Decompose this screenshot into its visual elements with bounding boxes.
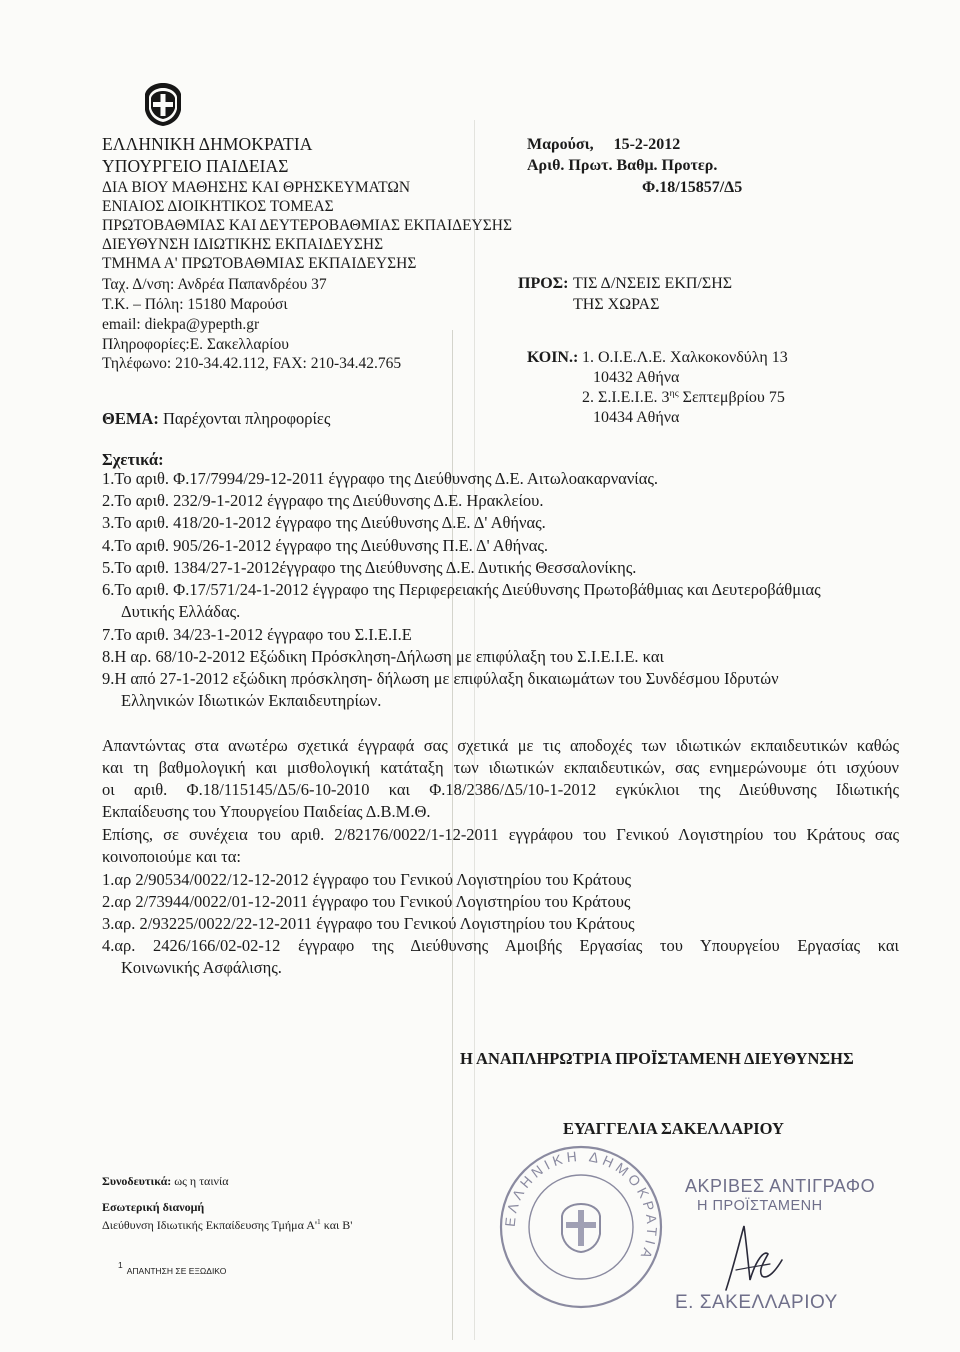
- related-item: 5.Το αριθ. 1384/27-1-2012έγγραφο της Διεύθυνσης Δ.Ε. Δυτικής Θεσσαλονίκης.: [102, 558, 637, 577]
- body-paragraph-line: Απαντώντας στα ανωτέρω σχετικά έγγραφά σας σχετικά με τις αποδοχές των ιδιωτικών εκπαιδευτικών καθώς: [102, 736, 899, 755]
- cc-line: 10432 Αθήνα: [593, 369, 680, 386]
- handwritten-signature: [706, 1220, 806, 1300]
- recipients-line: ΤΙΣ Δ/ΝΣΕΙΣ ΕΚΠ/ΣΗΣ: [573, 275, 733, 292]
- related-item: 8.Η αρ. 68/10-2-2012 Εξώδικη Πρόσκληση-Δήλωση με επιφύλαξη του Σ.Ι.Ε.Ι.Ε. και: [102, 647, 664, 666]
- protocol-number: Φ.18/15857/Δ5: [642, 179, 743, 196]
- related-item: 2.Το αριθ. 232/9-1-2012 έγγραφο της Διεύθυνσης Δ.Ε. Ηρακλείου.: [102, 491, 544, 510]
- svg-text:ΕΛΛΗΝΙΚΗ ΔΗΜΟΚΡΑΤΙΑ: [502, 1148, 661, 1265]
- header-line: ΥΠΟΥΡΓΕΙΟ ΠΑΙΔΕΙΑΣ: [102, 156, 289, 176]
- address-line: Ταχ. Δ/νση: Ανδρέα Παπανδρέου 37: [102, 276, 327, 293]
- related-item-continuation: Ελληνικών Ιδιωτικών Εκπαιδευτηρίων.: [121, 691, 382, 710]
- email-line: email: diekpa@ypepth.gr: [102, 316, 260, 333]
- body-paragraph-line: Επίσης, σε συνέχεια του αριθ. 2/82176/0022/1-12-2011 εγγράφου του Γενικού Λογιστηρίου του Κράτους σας: [102, 825, 899, 844]
- document-list-item: 2.αρ 2/73944/0022/01-12-2011 έγγραφο του Γενικού Λογιστηρίου του Κράτους: [102, 892, 631, 911]
- internal-distribution-label: Εσωτερική διανομή: [102, 1200, 205, 1214]
- document-list-item: 1.αρ 2/90534/0022/12-12-2012 έγγραφο του Γενικού Λογιστηρίου του Κράτους: [102, 870, 632, 889]
- document-list-item-continuation: Κοινωνικής Ασφάλισης.: [121, 958, 282, 977]
- phone-line: Τηλέφωνο: 210-34.42.112, FAX: 210-34.42.765: [102, 355, 402, 372]
- footnote: $^1$ ΑΠΑΝΤΗΣΗ ΣΕ ΕΞΩΔΙΚΟ: [118, 1260, 227, 1276]
- body-paragraph-line: Εκπαίδευσης του Υπουργείου Παιδείας Δ.Β.Μ.Θ.: [102, 802, 431, 821]
- header-line: ΤΜΗΜΑ Α' ΠΡΩΤΟΒΑΘΜΙΑΣ ΕΚΠΑΙΔΕΥΣΗΣ: [102, 255, 417, 272]
- coat-of-arms-icon: [141, 80, 185, 128]
- certification-stamp-name: Ε. ΣΑΚΕΛΛΑΡΙΟΥ: [675, 1292, 838, 1313]
- cc-line: 1. Ο.Ι.Ε.Λ.Ε. Χαλκοκονδύλη 13: [582, 349, 788, 366]
- document-list-item: 3.αρ. 2/93225/0022/22-12-2011 έγγραφο του Γενικού Λογιστηρίου του Κράτους: [102, 914, 635, 933]
- cc-line: 10434 Αθήνα: [593, 409, 680, 426]
- header-line: ΕΝΙΑΙΟΣ ΔΙΟΙΚΗΤΙΚΟΣ ΤΟΜΕΑΣ: [102, 198, 334, 215]
- related-label: Σχετικά:: [102, 450, 164, 469]
- certification-stamp-line: Η ΠΡΟΪΣΤΑΜΕΝΗ: [697, 1198, 823, 1214]
- signatory-name: ΕΥΑΓΓΕΛΙΑ ΣΑΚΕΛΛΑΡΙΟΥ: [563, 1119, 784, 1138]
- internal-distribution-text: Διεύθυνση Ιδιωτικής Εκπαίδευσης Τμήμα $A'^1$ και Β': [102, 1217, 353, 1232]
- header-line: ΠΡΩΤΟΒΑΘΜΙΑΣ ΚΑΙ ΔΕΥΤΕΡΟΒΑΘΜΙΑΣ ΕΚΠΑΙΔΕΥΣΗΣ: [102, 217, 512, 234]
- contact-person-line: Πληροφορίες:Ε. Σακελλαρίου: [102, 336, 289, 353]
- body-paragraph-line: και τη βαθμολογική και μισθολογική κατάταξη των ιδιωτικών εκπαιδευτικών, σας ενημερώνουμε ότι ισχύουν: [102, 758, 899, 777]
- subject: ΘΕΜΑ: Παρέχονται πληροφορίες: [102, 409, 331, 428]
- signature-title: Η ΑΝΑΠΛΗΡΩΤΡΙΑ ΠΡΟΪΣΤΑΜΕΝΗ ΔΙΕΥΘΥΝΣΗΣ: [460, 1049, 854, 1068]
- related-item-continuation: Δυτικής Ελλάδας.: [121, 602, 241, 621]
- related-item: 3.Το αριθ. 418/20-1-2012 έγγραφο της Διεύθυνσης Δ.Ε. Δ' Αθήνας.: [102, 513, 546, 532]
- cc-label: ΚΟΙΝ.:: [527, 349, 579, 366]
- recipients-line: ΤΗΣ ΧΩΡΑΣ: [573, 296, 660, 313]
- seal-text: ΕΛΛΗΝΙΚΗ ΔΗΜΟΚΡΑΤΙΑ: [501, 1147, 661, 1265]
- body-paragraph-line: οι αριθ. Φ.18/115145/Δ5/6-10-2010 και Φ.18/2386/Δ5/10-1-2012 εγκύκλιοι της Διεύθυνσης Ιδιωτικής: [102, 780, 899, 799]
- cc-line: 2. Σ.Ι.Ε.Ι.Ε. $3^{\eta\varsigma}$ Σεπτεμβρίου 75: [582, 388, 785, 406]
- recipients-label: ΠΡΟΣ:: [518, 275, 569, 292]
- document-date: Μαρούσι, 15-2-2012: [527, 136, 681, 153]
- related-item: 4.Το αριθ. 905/26-1-2012 έγγραφο της Διεύθυνσης Π.Ε. Δ' Αθήνας.: [102, 536, 548, 555]
- body-paragraph-line: κοινοποιούμε και τα:: [102, 847, 241, 866]
- related-item: 7.Το αριθ. 34/23-1-2012 έγγραφο του Σ.Ι.Ε.Ι.Ε: [102, 625, 412, 644]
- city-line: Τ.Κ. – Πόλη: 15180 Μαρούσι: [102, 296, 288, 313]
- document-list-item: 4.αρ. 2426/166/02-02-12 έγγραφο της Διεύθυνσης Αμοιβής Εργασίας του Υπουργείου Εργασίας και: [102, 936, 899, 955]
- scan-line: [474, 120, 475, 1340]
- related-item: 6.Το αριθ. Φ.17/571/24-1-2012 έγγραφο της Περιφερειακής Διεύθυνσης Πρωτοβάθμιας και Δευτεροβάθμιας: [102, 580, 821, 599]
- certification-stamp-line: ΑΚΡΙΒΕΣ ΑΝΤΙΓΡΑΦΟ: [685, 1176, 876, 1196]
- official-seal: [496, 1142, 666, 1312]
- header-line: ΕΛΛΗΝΙΚΗ ΔΗΜΟΚΡΑΤΙΑ: [102, 134, 313, 154]
- header-line: ΔΙΑ ΒΙΟΥ ΜΑΘΗΣΗΣ ΚΑΙ ΘΡΗΣΚΕΥΜΑΤΩΝ: [102, 179, 411, 196]
- attachments-line: Συνοδευτικά: ως η ταινία: [102, 1174, 229, 1188]
- protocol-label: Αριθ. Πρωτ. Βαθμ. Προτερ.: [527, 157, 718, 174]
- related-item: 1.Το αριθ. Φ.17/7994/29-12-2011 έγγραφο της Διεύθυνσης Δ.Ε. Αιτωλοακαρνανίας.: [102, 469, 659, 488]
- related-item: 9.Η από 27-1-2012 εξώδικη πρόσκληση- δήλωση με επιφύλαξη δικαιωμάτων του Συνδέσμου Ιδρυτών: [102, 669, 779, 688]
- header-line: ΔΙΕΥΘΥΝΣΗ ΙΔΙΩΤΙΚΗΣ ΕΚΠΑΙΔΕΥΣΗΣ: [102, 236, 384, 253]
